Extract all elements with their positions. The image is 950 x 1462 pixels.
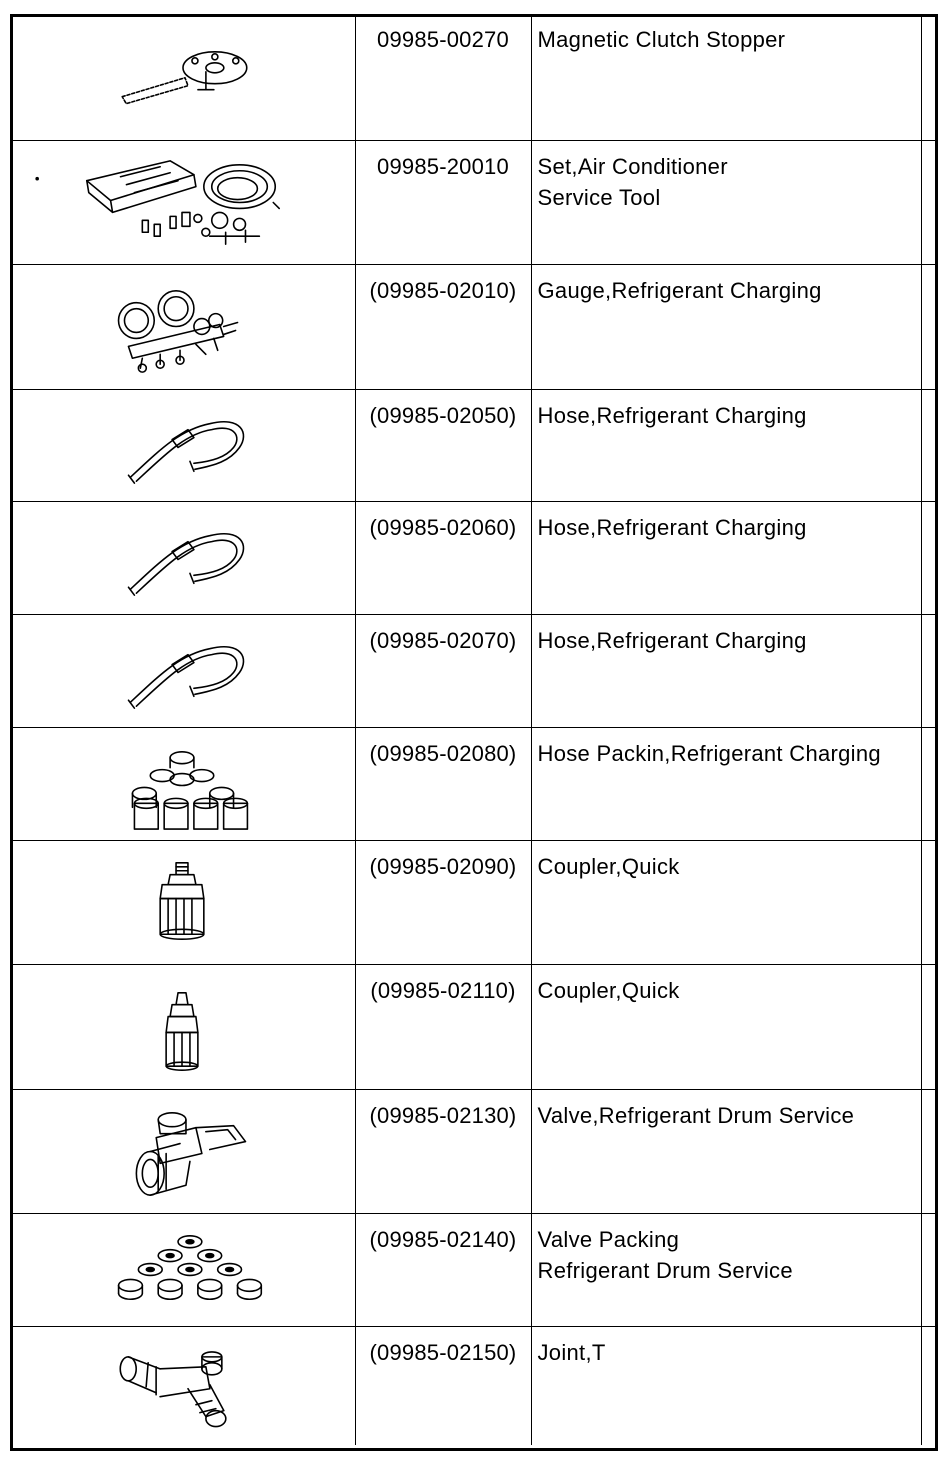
- table-row: [10, 140, 938, 264]
- part-number: (09985-02080): [355, 727, 531, 840]
- hose-packing-icon: [10, 728, 355, 840]
- remarks-cell: [921, 140, 938, 264]
- tool-name: Set,Air Conditioner Service Tool: [531, 140, 921, 264]
- tool-name: Hose,Refrigerant Charging: [531, 501, 921, 614]
- tool-image-cell: [10, 501, 355, 614]
- remarks-cell: [921, 614, 938, 727]
- remarks-cell: [921, 964, 938, 1089]
- charging-hose-icon: [10, 390, 355, 501]
- tool-name: Hose,Refrigerant Charging: [531, 614, 921, 727]
- part-number: 09985-20010: [355, 140, 531, 264]
- part-number: (09985-02070): [355, 614, 531, 727]
- table-row: [10, 14, 938, 140]
- gauge-manifold-icon: [10, 265, 355, 389]
- part-number: (09985-02150): [355, 1326, 531, 1445]
- tool-name: Valve Packing Refrigerant Drum Service: [531, 1213, 921, 1326]
- tool-image-cell: [10, 840, 355, 964]
- tool-image-cell: [10, 14, 355, 140]
- drum-service-valve-icon: [10, 1090, 355, 1213]
- table-row: [10, 840, 938, 964]
- remarks-cell: [921, 501, 938, 614]
- remarks-cell: [921, 389, 938, 501]
- clutch-stopper-icon: [10, 14, 355, 140]
- tool-name: Hose Packin,Refrigerant Charging: [531, 727, 921, 840]
- valve-packing-icon: [10, 1214, 355, 1326]
- tool-image-cell: [10, 264, 355, 389]
- table-row: [10, 264, 938, 389]
- tool-image-cell: [10, 964, 355, 1089]
- tool-image-cell: [10, 614, 355, 727]
- t-joint-icon: [10, 1327, 355, 1446]
- remarks-cell: [921, 1213, 938, 1326]
- tool-name: Gauge,Refrigerant Charging: [531, 264, 921, 389]
- quick-coupler-icon: [10, 841, 355, 964]
- tool-image-cell: [10, 1089, 355, 1213]
- quick-coupler-small-icon: [10, 965, 355, 1089]
- tool-name: Coupler,Quick: [531, 840, 921, 964]
- part-number: 09985-00270: [355, 14, 531, 140]
- charging-hose-icon: [10, 502, 355, 614]
- table-row: [10, 727, 938, 840]
- service-tool-set-icon: [10, 141, 355, 264]
- part-number: (09985-02090): [355, 840, 531, 964]
- charging-hose-icon: [10, 615, 355, 727]
- part-number: (09985-02060): [355, 501, 531, 614]
- table-row: [10, 1213, 938, 1326]
- tool-image-cell: [10, 389, 355, 501]
- remarks-cell: [921, 14, 938, 140]
- remarks-cell: [921, 840, 938, 964]
- tool-image-cell: [10, 727, 355, 840]
- table-row: [10, 1326, 938, 1445]
- tool-name: Joint,T: [531, 1326, 921, 1445]
- remarks-cell: [921, 727, 938, 840]
- table-row: [10, 614, 938, 727]
- tool-name: Hose,Refrigerant Charging: [531, 389, 921, 501]
- tool-image-cell: [10, 140, 355, 264]
- remarks-cell: [921, 1326, 938, 1445]
- table-row: [10, 964, 938, 1089]
- remarks-cell: [921, 264, 938, 389]
- tool-name: Coupler,Quick: [531, 964, 921, 1089]
- tool-name: Valve,Refrigerant Drum Service: [531, 1089, 921, 1213]
- part-number: (09985-02110): [355, 964, 531, 1089]
- remarks-cell: [921, 1089, 938, 1213]
- tool-image-cell: [10, 1213, 355, 1326]
- tool-name: Magnetic Clutch Stopper: [531, 14, 921, 140]
- special-tools-table: [10, 14, 938, 1445]
- tool-image-cell: [10, 1326, 355, 1445]
- table-row: [10, 389, 938, 501]
- table-row: [10, 1089, 938, 1213]
- part-number: (09985-02010): [355, 264, 531, 389]
- part-number: (09985-02140): [355, 1213, 531, 1326]
- table-row: [10, 501, 938, 614]
- part-number: (09985-02130): [355, 1089, 531, 1213]
- part-number: (09985-02050): [355, 389, 531, 501]
